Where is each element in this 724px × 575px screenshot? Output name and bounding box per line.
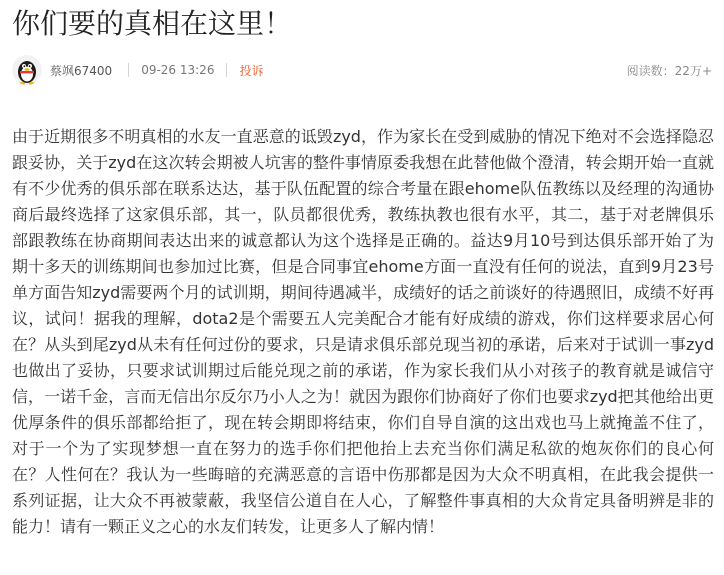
qq-penguin-icon [12, 55, 42, 85]
view-count [627, 62, 712, 79]
post-timestamp: 09-26 13:26 [141, 63, 215, 77]
post-title: 你们要的真相在这里！ [12, 7, 293, 40]
view-count-value: 22万+ [674, 63, 712, 78]
meta-divider [128, 63, 129, 77]
qq-penguin-avatar-icon[interactable] [12, 55, 42, 85]
view-count-label: 阅读数： [626, 63, 675, 78]
meta-divider [226, 63, 227, 77]
post-body: 由于近期很多不明真相的水友一直恶意的诋毁zyd，作为家长在受到威胁的情况下绝对不会选择隐忍跟妥协，关于zyd在这次转会期被人坑害的整件事情原委我想在此替他做个澄清，转会期开始一直就有不少优秀的俱乐部在联系达达，基于队伍配置的综合考量在跟ehome队伍教练以及经理的沟通协商后最终选择了这家俱乐部，其一，队员都很优秀，教练执教也很有水平，其二，基于对老牌俱乐部跟教练在协商期间表达出来的诚意都认为这个选择是正确的。益达9月10号到达俱乐部开始了为期十多天的训练期间也参加过比赛，但是合同事宜ehome方面一直没有任何的说法，直到9月23号单方面告知zyd需要两个月的试训期，期间待遇减半，成绩好的话之前谈好的待遇照旧，成绩不好再议，试问！据我的理解，dota2是个需要五人完美配合才能有好成绩的游戏，你们这样要求居心何在？从头到尾zyd从未有任何过份的要求，只是请求俱乐部兑现当初的承诺，后来对于试训一事zyd也做出了妥协，只要求试训期过后能兑现之前的承诺，作为家长我们从小对孩子的教育就是诚信守信，一诺千金，言而无信出尔反尔乃小人之为！就因为跟你们协商好了你们也要求zyd把其他给出更优厚条件的俱乐部都给拒了，现在转会期即将结束，你们自导自演的这出戏也马上就掩盖不住了，对于一个为了实现梦想一直在努力的选手你们把他抬上去充当你们满足私欲的炮灰你们的良心何在？人性何在？我认为一些晦暗的充满恶意的言语中伤那都是因为大众不明真相，在此我会提供一系列证据，让大众不再被蒙蔽，我坚信公道自在人心，了解整件事真相的大众肯定具备明辨是非的能力！请有一颗正义之心的水友们转发，让更多人了解内情！ [12, 127, 714, 536]
report-link[interactable]: 投诉 [239, 63, 264, 78]
author-name[interactable]: 蔡飒67400 [50, 63, 113, 78]
post-meta-bar [12, 54, 712, 86]
